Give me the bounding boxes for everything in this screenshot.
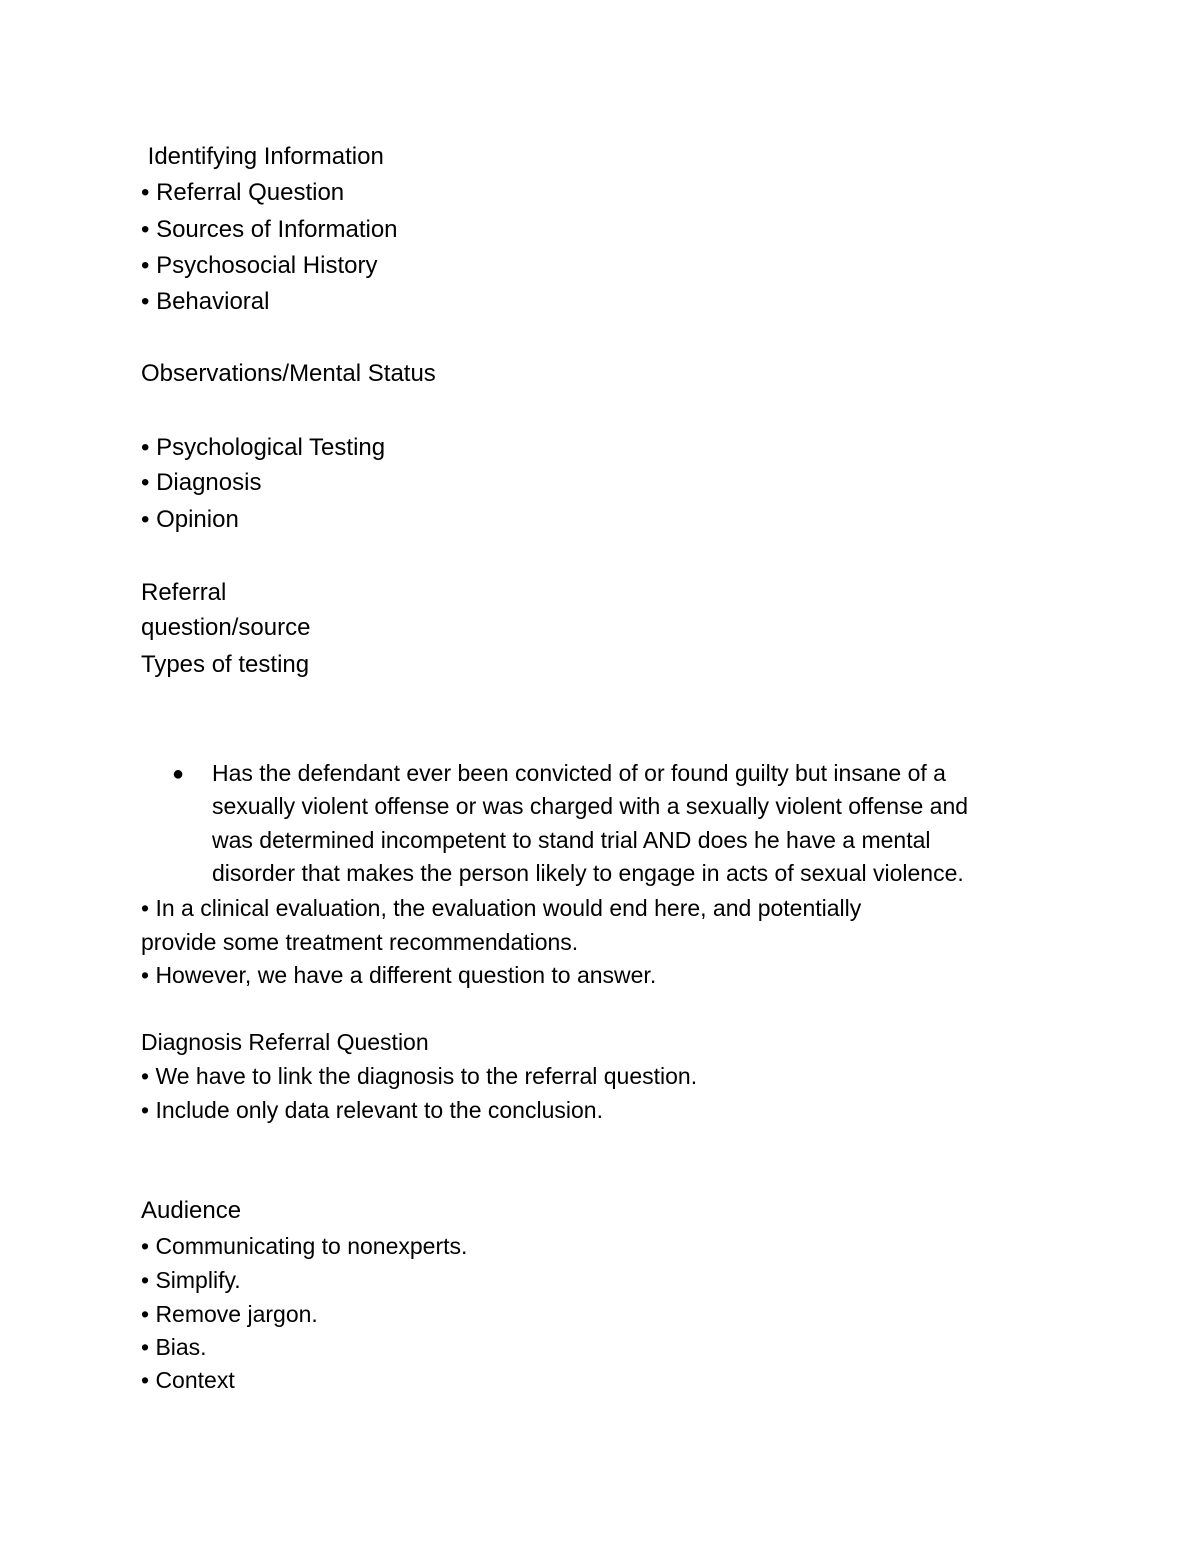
heading-audience: Audience xyxy=(141,1197,242,1224)
question-line: sexually violent offense or was charged with a sexually violent offense and xyxy=(212,793,969,819)
bullet-icon: ● xyxy=(172,763,185,785)
list-item: • Bias. xyxy=(141,1334,207,1360)
list-item: • Context xyxy=(141,1367,235,1393)
question-line: Has the defendant ever been convicted of or found guilty but insane of a xyxy=(212,760,946,786)
heading-observations: Observations/Mental Status xyxy=(141,360,436,387)
list-item: • Simplify. xyxy=(141,1267,241,1293)
question-line: disorder that makes the person likely to engage in acts of sexual violence. xyxy=(212,860,964,886)
list-item: • Communicating to nonexperts. xyxy=(141,1233,468,1259)
followup-line: • In a clinical evaluation, the evaluation would end here, and potentially xyxy=(141,895,862,921)
referral-line: Referral xyxy=(141,579,227,606)
list-item: • Behavioral xyxy=(141,288,270,315)
heading-diagnosis-referral-question: Diagnosis Referral Question xyxy=(141,1029,429,1055)
list-item: • Include only data relevant to the conclusion. xyxy=(141,1097,603,1123)
heading-identifying-information: Identifying Information xyxy=(141,143,384,170)
referral-line: Types of testing xyxy=(141,651,310,678)
list-item: • Referral Question xyxy=(141,179,345,206)
list-item: • We have to link the diagnosis to the referral question. xyxy=(141,1063,698,1089)
followup-line: provide some treatment recommendations. xyxy=(141,929,579,955)
list-item: • Psychosocial History xyxy=(141,252,378,279)
question-line: was determined incompetent to stand trial AND does he have a mental xyxy=(212,827,931,853)
list-item: • Diagnosis xyxy=(141,469,262,496)
list-item: • Remove jargon. xyxy=(141,1301,318,1327)
list-item: • Sources of Information xyxy=(141,216,398,243)
list-item: • Psychological Testing xyxy=(141,434,386,461)
referral-line: question/source xyxy=(141,614,311,641)
list-item: • Opinion xyxy=(141,506,239,533)
followup-line: • However, we have a different question to answer. xyxy=(141,962,657,988)
